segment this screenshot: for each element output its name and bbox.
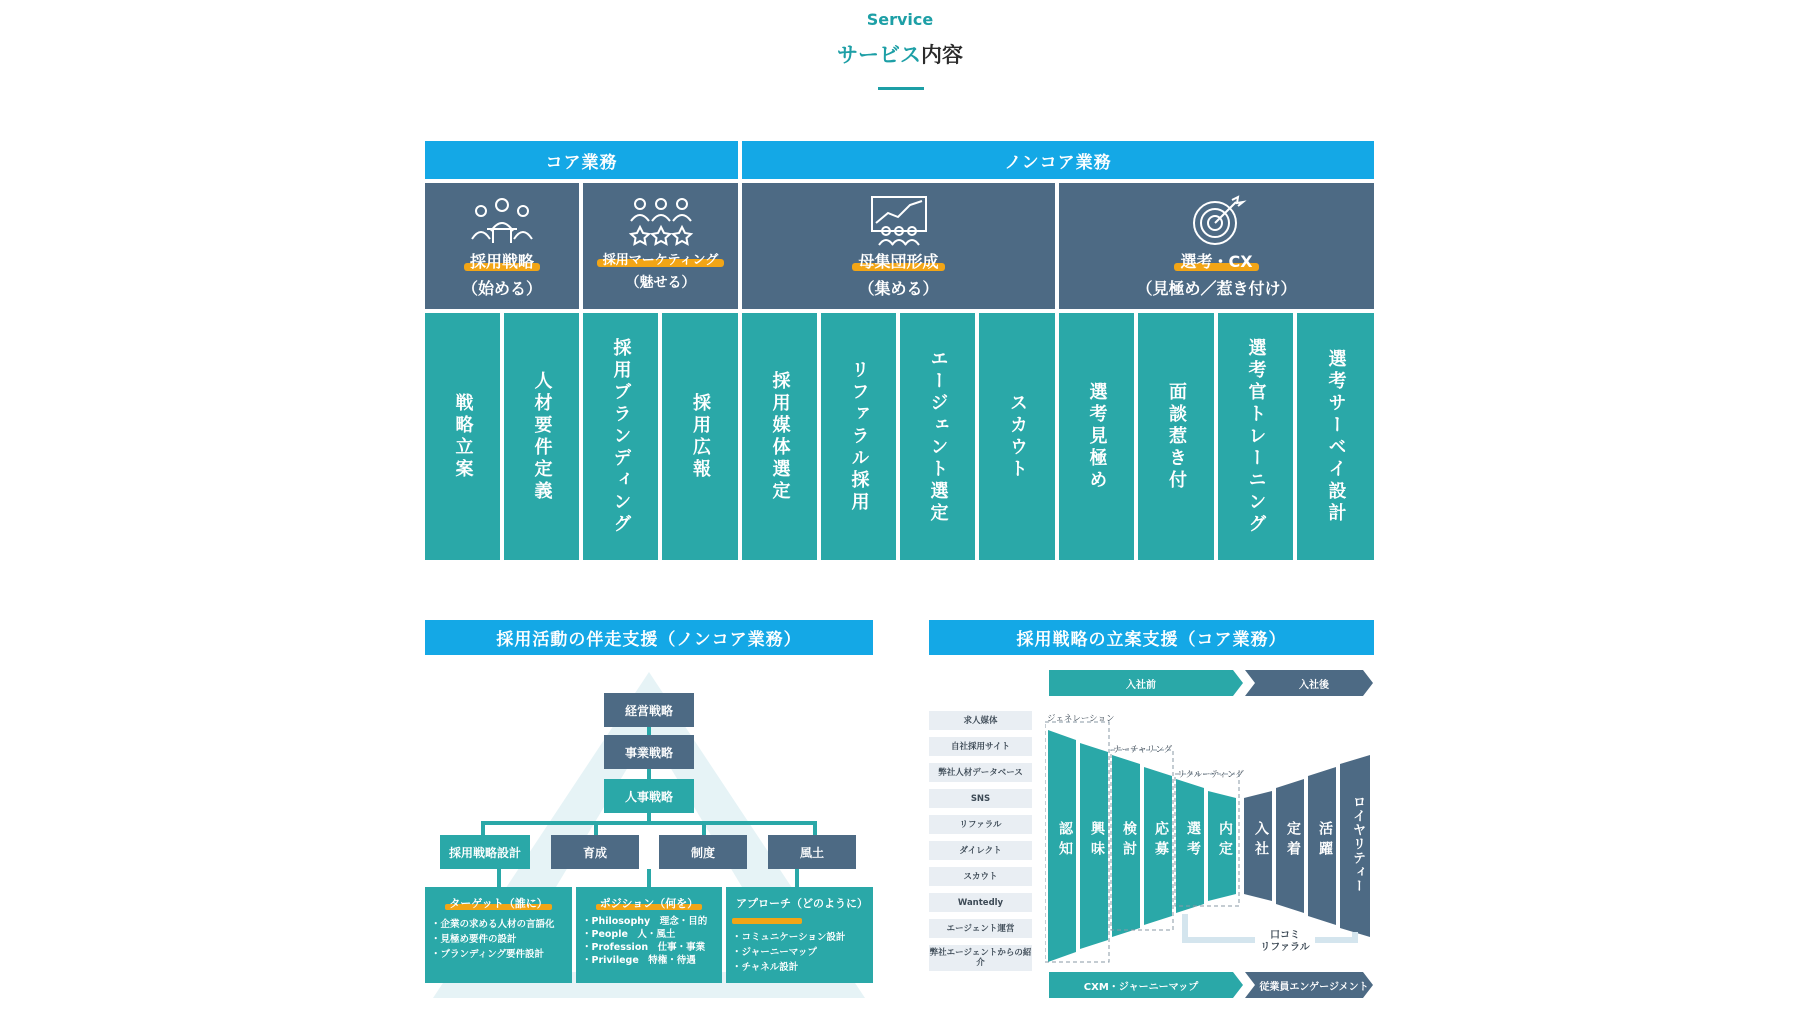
hierarchy-training: 育成 (551, 835, 639, 869)
dashed-label-nurturing: ナーチャリング (1113, 745, 1173, 755)
detail-item: ・Privilege 特権・待遇 (582, 955, 696, 966)
detail-approach (726, 887, 873, 983)
category-subtitle: （集める） (858, 279, 939, 298)
source-item: リファラル (929, 815, 1032, 834)
funnel-stage: 興味 (1089, 821, 1105, 861)
detail-item: ・Philosophy 理念・目的 (582, 916, 708, 927)
detail-item: ・企業の求める人材の言語化 (431, 919, 555, 930)
people-rating-stars-icon (626, 195, 696, 247)
detail-item: ・ジャーニーマップ (732, 947, 817, 958)
source-item: 弊社人材データベース (929, 763, 1032, 782)
category-subtitle: （見極め／惹き付け） (1136, 279, 1297, 298)
task-column (1297, 313, 1374, 560)
post-stage: 定着 (1285, 821, 1301, 861)
category-subtitle: （始める） (461, 279, 542, 298)
post-stage: 活躍 (1317, 821, 1333, 861)
detail-item: ・ブランディング要件設計 (431, 949, 545, 960)
task-column (662, 313, 738, 560)
hierarchy-system: 制度 (659, 835, 747, 869)
task-label: 人材要件定義 (531, 370, 553, 503)
task-column (1218, 313, 1293, 560)
hierarchy-recruit-design: 採用戦略設計 (440, 835, 530, 869)
source-item: SNS (929, 789, 1032, 808)
detail-position (576, 887, 722, 983)
hierarchy-level1: 経営戦略 (604, 693, 694, 727)
connector (647, 869, 651, 887)
connector (481, 821, 485, 835)
detail-target (425, 887, 572, 983)
band-noncore: ノンコア業務 (742, 141, 1374, 179)
connector (497, 869, 501, 887)
category-title: 母集団形成 (852, 249, 944, 272)
task-column (583, 313, 658, 560)
section-eyebrow: Service (866, 10, 934, 29)
category-population (742, 183, 1055, 309)
bottom-arrow-engagement: 従業員エンゲージメント (1259, 981, 1369, 993)
section-title-colored: サービス (837, 43, 921, 67)
task-column (742, 313, 817, 560)
phase-before: 入社前 (1126, 679, 1156, 691)
detail-item: ・コミュニケーション設計 (732, 932, 846, 943)
funnel-stage: 選考 (1185, 821, 1201, 861)
source-item: 弊社エージェントからの紹介 (929, 945, 1032, 971)
source-item: Wantedly (929, 893, 1032, 912)
section-header (0, 10, 1800, 69)
detail-item: ・Profession 仕事・事業 (582, 942, 706, 953)
category-title: 選考・CX (1174, 249, 1258, 272)
task-column (900, 313, 975, 560)
connector (647, 769, 651, 779)
target-dart-icon (1182, 195, 1252, 247)
source-item: エージェント運営 (929, 919, 1032, 938)
task-label: 面談惹き付 (1166, 381, 1187, 492)
detail-title: ターゲット（誰に） (431, 895, 566, 911)
task-label: 選考サーベイ設計 (1325, 348, 1347, 525)
funnel-stage: 認知 (1057, 821, 1073, 861)
task-label: 戦略立案 (452, 392, 474, 481)
connector (813, 821, 817, 835)
left-panel-title: 採用活動の伴走支援（ノンコア業務） (425, 620, 873, 655)
section-title-plain: 内容 (921, 43, 963, 67)
source-item: スカウト (929, 867, 1032, 886)
section-title (0, 39, 1800, 69)
growth-chart-people-icon (864, 195, 934, 247)
task-column (425, 313, 500, 560)
task-label: リファラル採用 (848, 359, 870, 514)
funnel-stage: 検討 (1121, 821, 1137, 861)
task-label: 採用媒体選定 (769, 370, 791, 503)
detail-title: アプローチ（どのように） (732, 895, 867, 924)
hierarchy-culture: 風土 (768, 835, 856, 869)
category-title: 採用マーケティング (597, 249, 724, 268)
task-label: 採用ブランディング (610, 337, 632, 536)
source-item: ダイレクト (929, 841, 1032, 860)
detail-item: ・チャネル設計 (732, 962, 799, 973)
detail-item: ・見極め要件の設計 (431, 934, 517, 945)
task-column (504, 313, 579, 560)
category-recruit-marketing (583, 183, 738, 309)
funnel-stage: 応募 (1153, 821, 1169, 861)
task-column (979, 313, 1055, 560)
source-item: 求人媒体 (929, 711, 1032, 730)
post-stage: 入社 (1253, 821, 1269, 861)
task-label: 採用広報 (690, 392, 711, 481)
category-recruit-strategy (425, 183, 579, 309)
task-column (1059, 313, 1134, 560)
category-subtitle: （魅せる） (625, 275, 696, 291)
task-label: 選考官トレーニング (1245, 337, 1267, 536)
hierarchy-level3: 人事戦略 (604, 779, 694, 813)
detail-item: ・People 人・風土 (582, 929, 676, 940)
phase-after: 入社後 (1299, 679, 1329, 691)
dashed-label-recruiting: リクルーティング (1177, 770, 1244, 780)
section-title-underline (878, 87, 924, 90)
connector (647, 727, 651, 735)
task-column (821, 313, 896, 560)
detail-title: ポジション（何を） (582, 895, 716, 911)
dashed-label-generation: ジェネレーション (1047, 714, 1115, 724)
task-column (1138, 313, 1214, 560)
funnel-stage: 内定 (1217, 821, 1233, 861)
task-label: エージェント選定 (927, 348, 949, 525)
bottom-arrow-cxm: CXM・ジャーニーマップ (1083, 981, 1199, 993)
referral-loop-label: 口コミ リファラル (1255, 930, 1315, 954)
task-label: スカウト (1007, 392, 1028, 481)
people-meeting-icon (467, 195, 537, 247)
right-panel-title: 採用戦略の立案支援（コア業務） (929, 620, 1374, 655)
connector (594, 821, 598, 835)
connector-horizontal (481, 821, 817, 825)
hierarchy-level2: 事業戦略 (604, 735, 694, 769)
connector (702, 821, 706, 835)
task-label: 選考見極め (1086, 381, 1108, 492)
band-core: コア業務 (425, 141, 738, 179)
category-selection-cx (1059, 183, 1374, 309)
post-stage: ロイヤリティー (1350, 795, 1365, 893)
category-title: 採用戦略 (464, 249, 540, 272)
source-item: 自社採用サイト (929, 737, 1032, 756)
connector (795, 869, 799, 887)
